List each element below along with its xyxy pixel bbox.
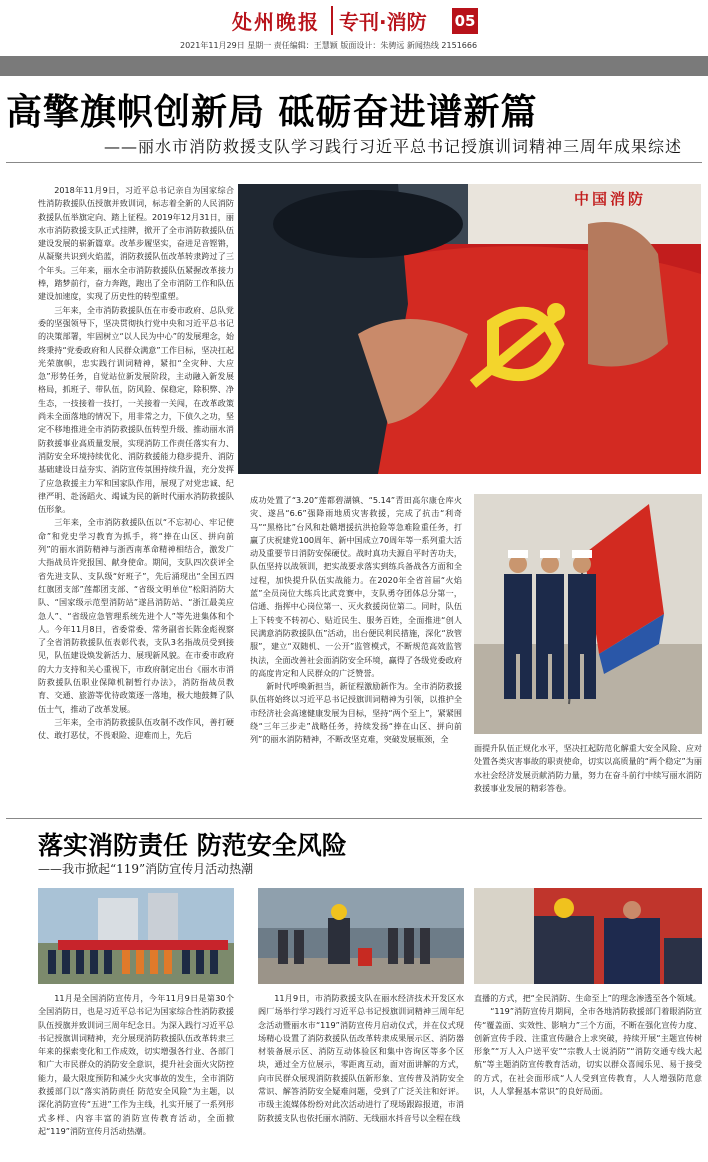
article-column-1 (38, 184, 234, 830)
banner-text: 中国消防 (574, 190, 647, 208)
newspaper-logo: 处州晚报 (232, 10, 320, 34)
flag-salute-illustration (238, 184, 701, 474)
section2-column-2 (258, 992, 464, 1162)
paragraph: 11月9日，市消防救援支队在丽水经济技术开发区水阁厂场举行学习践行习近平总书记授旗训词精神三周年纪念活动暨丽水市“119”消防宣传月启动仪式，并在仪式现场精心设置了消防救援队伍改革转隶成果展示区、消防器材装备展示区、消防互动体验区和集中咨询区等多个区块，通过全方位展示，零距离互动，面对面讲解的方式，向市民群众展现消防救援队伍新形象、宣传普及消防安全常识、解答消防安全疑难问题，受到了广泛关注和好评。市级主流媒体纷纷对此次活动进行了现场跟踪报道，市消防救援支队也依托丽水消防、无线丽水抖音号以全程在线 (258, 993, 464, 1123)
flag-guard-illustration (474, 494, 702, 734)
page-subhead: ——丽水市消防救援支队学习践行习近平总书记授旗训词精神三周年成果综述 (104, 137, 683, 156)
page-number: 05 (452, 8, 478, 34)
divider (6, 162, 702, 163)
paragraph: 三年来，全市消防救援队伍以“不忘初心、牢记使命”和党史学习教育为抓手，将“捧在山区、拼向前列”的丽水消防精神与浙西南革命精神相结合，激发广大指战员许党报国、献身使命。期间，支队四次获评全省先进支队、支队级“好班子”，先后涌现出“全国五四红旗团支部”莲都团支部、“省级文明单位”松阳消防大队、“国家级示范型消防站”遂昌消防站、“浙江最美应急人”、“省级应急管理系统先进个人”等先进集体和个人。今年11月8日，省委常委、常务副省长陈金彪视察了全省消防救援队伍表彰代表，支队3名指战员受到接见，队伍建设焕发新活力、展现新风貌。在市委市政府的大力支持和关心重视下，市政府制定出台《丽水市消防救援队伍职业保障机制暂行办法》，消防指战员教育、交通、旅游等优待政策逐一落地，极大地鼓舞了队伍士气，推动了改革发展。 (38, 517, 234, 714)
section2-title: 落实消防责任 防范安全风险 (38, 831, 347, 860)
paragraph: 2018年11月9日，习近平总书记亲自为国家综合性消防救援队伍授旗并致训词，标志着全新的人民消防救援队伍举旗定向、踏上征程。2019年12月31日，丽水市消防救援支队正式挂牌，掀开了全市消防救援队伍建设发展的崭新篇章。改革步履坚实，奋进足音铿锵，从凝聚共识到火焰蓝，消防救援队伍改革转隶跨过了三个年头。三年来，丽水全市消防救援队伍紧握改革接力棒，踏梦前行，奋力奔跑，跑出了全市消防工作和队伍建设加速度，实现了历史性的转型重塑。 (38, 185, 234, 302)
paragraph: 三年来，全市消防救援队伍攻制不改作风，善打硬仗、敢打恶仗，不畏艰险、迎难而上，先后 (38, 716, 234, 741)
section2-column-3 (474, 992, 702, 1162)
flag-guard-photo (474, 494, 702, 734)
article-column-2 (250, 494, 462, 830)
paragraph: 成功处置了“3.20”莲都碧湖镇、“5.14”青田高尔康仓库火灾、遂昌“6.6”强降雨地质灾害救援，完成了抗击“利奇马”“黑格比”台风和赴赣增援抗洪抢险等急难险重任务，打赢了庆祝建党100周年、新中国成立70周年等一系列重大活动及重要节日消防安保硬仗。战时真功夫源自平时苦功夫，队伍坚持以战领训，把实战要求落实到练兵备战各方面和全过程，加快提升队伍实战能力。在2020年全省首届“火焰蓝”全员岗位大练兵比武竞赛中，支队勇夺团体总分第一，信通、指挥中心岗位第一、灭火救援岗位第二。同时，队伍上下转变不转初心、贴近民生、服务百姓，全面推进“创人民满意消防救援队伍”活动，出台便民利民措施，深化“放管服”，建立“双随机、一公开”监管模式，不断规范高效监管执法，全面改善社会面消防安全环境，赢得了各级党委政府的高度肯定和人民群众的广泛赞誉。 (250, 495, 462, 678)
section2-subtitle: ——我市掀起“119”消防宣传月活动热潮 (38, 862, 254, 876)
flag-salute-photo (238, 184, 701, 474)
header-bar (0, 56, 708, 76)
firefighters-illustration (474, 888, 702, 984)
drill-illustration (258, 888, 464, 984)
section2-column-1 (38, 992, 234, 1162)
ceremony-photo (38, 888, 234, 984)
page-headline: 高擎旗帜创新局 砥砺奋进谱新篇 (6, 92, 538, 133)
ceremony-illustration (38, 888, 234, 984)
divider (6, 818, 702, 819)
paragraph: 新时代呼唤新担当，新征程激励新作为。全市消防救援队伍将始终以习近平总书记授旗训词精神为引领，以推护全市经济社会高速健康发展为目标，坚持“两个至上”，紧紧围绕“三年三步走”战略任务，持续发扬“捧在山区、拼向前列”的丽水消防精神，不断改坚克难，突破发展瓶颈，全 (250, 681, 462, 745)
dateline: 2021年11月29日 星期一 责任编辑：王慧颖 版面设计：朱骋远 新闻热线 2151666 (180, 41, 478, 50)
paragraph: 11月是全国消防宣传月，今年11月9日是第30个全国消防日，也是习近平总书记为国家综合性消防救援队伍授旗并致训词三周年纪念日。为深入践行习近平总书记授旗训词精神，充分展现消防救援队伍改革转隶三年来的探索变化和工作成效，切实增强各行业、各部门和广大市民群众的消防安全意识，提升社会面火灾防控能力，最大限度预防和减少火灾事故的发生，全市消防救援部门以“落实消防责任 防范安全风险”为主题，以深化消防宣传“五进”工作为主线，扎实开展了一系列形式多样、内容丰富的消防宣传教育活动，全面掀起“119”消防宣传月活动热潮。 (38, 993, 234, 1136)
paragraph: 直播的方式，把“全民消防、生命至上”的理念渗透至各个领域。 (474, 993, 701, 1003)
paragraph: 三年来，全市消防救援队伍在市委市政府、总队党委的坚强领导下，坚决贯彻执行党中央和习近平总书记的决策部署，牢固树立“以人民为中心”的发展理念，始终秉持“党委政府和人民群众满意”工作目标，坚决扛起光荣旗帜，忠实践行训词精神，紧扣“全灾种、大应急”形势任务，自觉站位新发展阶段，主动融入新发展格局，抓班子、带队伍，防风险、保稳定，除积弊、净生态，一技接着一技打，一关接着一关闯，在改革政策尚未全面落地的情况下，用非常之力，下侦久之功，坚定不移地推进全市消防救援队伍转型升级、推动丽水消防救援事业高质量发展，实现消防工作责任落实有力、消防安全环境持续优化、消防救援能力稳步提升、消防基础建设日益夯实、消防宣传氛围持续升温，充分发挥了应急救援主力军和国家队作用，展现了对党忠诚、纪律严明、赴汤蹈火、竭诚为民的新时代丽水消防救援队伍形象。 (38, 304, 234, 515)
paragraph: 面提升队伍正规化水平，坚决扛起防范化解重大安全风险、应对处置各类灾害事故的职责使命，切实以高质量的“两个稳定”为丽水社会经济发展贡献消防力量，努力在奋斗前行中续写丽水消防救援事业发展的精彩答卷。 (474, 743, 702, 793)
firefighters-photo (474, 888, 702, 984)
section-label: 专刊·消防 (331, 6, 427, 35)
paragraph: “119”消防宣传月期间，全市各地消防救援部门着眼消防宣传“覆盖面、实效性、影响力”三个方面，不断在强化宣传力度、创新宣传手段、注重宣传融合上求突破，持续开展“主题宣传树形象”“万人入户送平安”“宗教人士说消防”“消防交通专线大起航”等主题消防宣传教育活动，切实以群众喜闻乐见、易于接受的方式，在社会面形成“人人受到宣传教育，人人增强防范意识，人人掌握基本常识”的良好局面。 (474, 1006, 702, 1097)
drill-photo (258, 888, 464, 984)
